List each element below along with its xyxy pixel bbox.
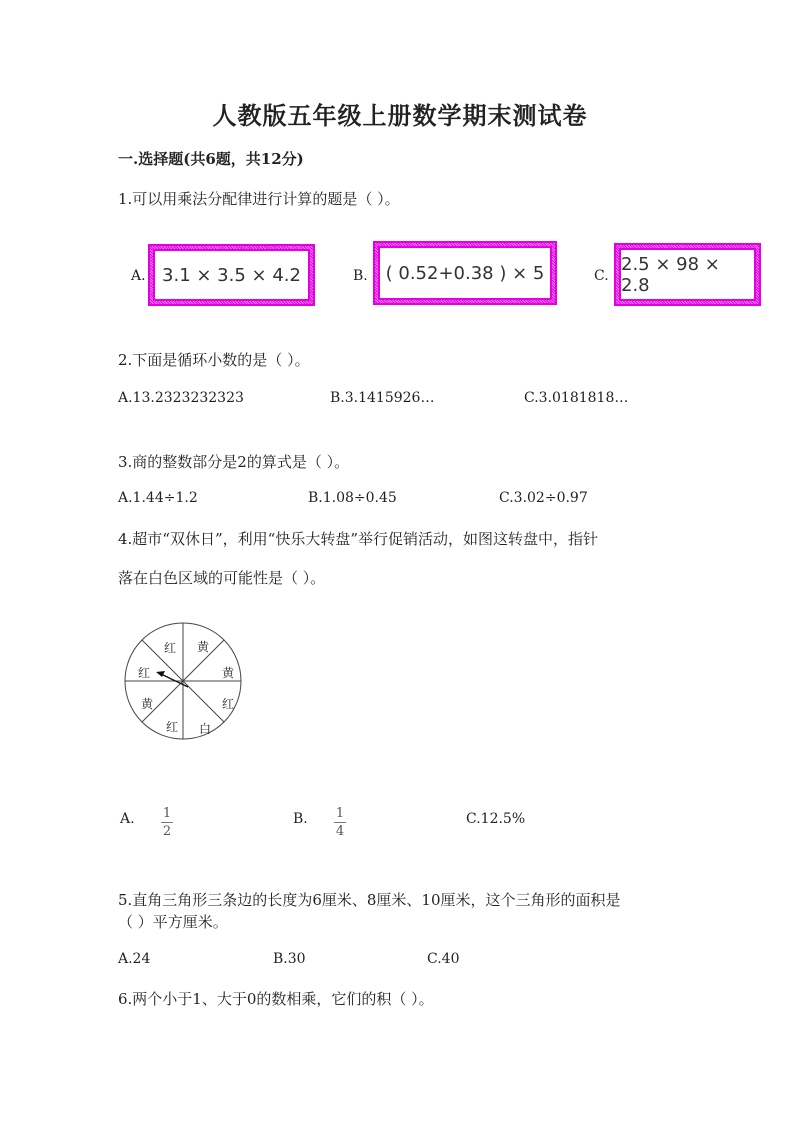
- fraction-denominator: 4: [335, 824, 345, 839]
- question-6: 6.两个小于1、大于0的数相乘，它们的积（ ）。: [118, 990, 434, 1008]
- question-4-line-1: 4.超市“双休日”，利用“快乐大转盘”举行促销活动，如图这转盘中，指针: [118, 530, 598, 548]
- fraction-bar: [161, 822, 173, 823]
- q4-option-b-fraction[interactable]: [332, 806, 348, 839]
- q1-option-c-box[interactable]: [614, 243, 761, 306]
- q1-option-c-letter[interactable]: C.: [594, 268, 609, 284]
- q3-option-b[interactable]: B.1.08÷0.45: [308, 490, 397, 506]
- q2-option-c[interactable]: C.3.0181818…: [524, 390, 629, 406]
- spinner-label: 黄: [196, 640, 210, 654]
- q3-option-a[interactable]: A.1.44÷1.2: [118, 490, 198, 506]
- spinner-label: 黄: [140, 697, 154, 711]
- question-1: 1.可以用乘法分配律进行计算的题是（ ）。: [118, 190, 400, 208]
- section-heading: 一.选择题(共6题，共12分): [118, 150, 304, 168]
- question-5-line-2: （ ）平方厘米。: [118, 913, 228, 931]
- q5-option-a[interactable]: A.24: [118, 951, 151, 967]
- question-3: 3.商的整数部分是2的算式是（ ）。: [118, 453, 350, 471]
- spinner-label: 红: [137, 666, 151, 680]
- question-5-line-1: 5.直角三角形三条边的长度为6厘米、8厘米、10厘米，这个三角形的面积是: [118, 891, 621, 909]
- page-title: 人教版五年级上册数学期末测试卷: [212, 101, 588, 130]
- q1-option-b-letter[interactable]: B.: [353, 268, 368, 284]
- q1-option-c-expression: 2.5 × 98 × 2.8: [619, 248, 756, 301]
- q4-option-b-letter[interactable]: B.: [293, 811, 308, 827]
- q2-option-b[interactable]: B.3.1415926…: [330, 390, 435, 406]
- q1-option-a-expression: 3.1 × 3.5 × 4.2: [153, 249, 310, 301]
- q1-option-b-expression: ( 0.52+0.38 ) × 5: [378, 246, 552, 300]
- fraction-denominator: 2: [162, 824, 172, 839]
- spinner-label: 红: [165, 720, 179, 734]
- q2-option-a[interactable]: A.13.2323232323: [118, 390, 244, 406]
- q1-option-a-box[interactable]: [148, 244, 315, 306]
- spinner-label: 黄: [221, 666, 235, 680]
- q4-option-a-fraction[interactable]: [159, 806, 175, 839]
- spinner-label: 红: [163, 641, 177, 655]
- question-2: 2.下面是循环小数的是（ ）。: [118, 351, 310, 369]
- spinner-label: 白: [198, 722, 212, 736]
- q1-option-a-letter[interactable]: A.: [131, 268, 146, 284]
- fraction-numerator: 1: [335, 806, 345, 821]
- q5-option-b[interactable]: B.30: [273, 951, 306, 967]
- q1-option-b-box[interactable]: [373, 241, 557, 305]
- spinner-label: 红: [221, 697, 235, 711]
- q4-option-c[interactable]: C.12.5%: [466, 811, 526, 827]
- question-4-line-2: 落在白色区域的可能性是（ ）。: [118, 569, 326, 587]
- fraction-numerator: 1: [162, 806, 172, 821]
- spinner-wheel: [120, 618, 246, 744]
- q5-option-c[interactable]: C.40: [427, 951, 460, 967]
- q4-option-a-letter[interactable]: A.: [120, 811, 135, 827]
- q3-option-c[interactable]: C.3.02÷0.97: [499, 490, 588, 506]
- fraction-bar: [334, 822, 346, 823]
